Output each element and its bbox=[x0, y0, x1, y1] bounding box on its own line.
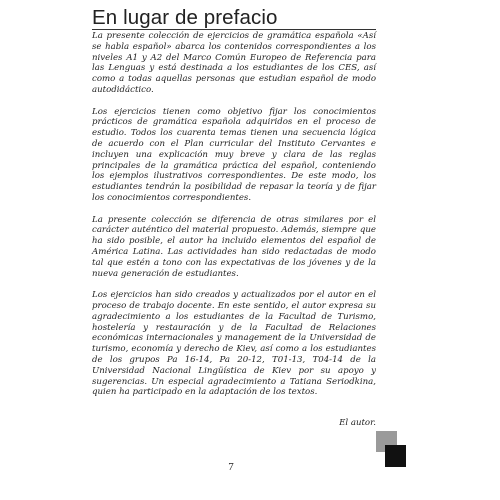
paragraph-1: La presente colección de ejercicios de gramática española «Así se habla español» abarca los contenidos correspondientes a los niveles A1 y A2 del Marco Común Europeo de Referencia para las Lenguas y está destinada a los estudiantes de los CES, así como a todas aquellas personas que estudian español de modo autodidáctico. bbox=[92, 31, 376, 95]
preface-body bbox=[92, 31, 376, 409]
paragraph-3: La presente colección se diferencia de otras similares por el carácter auténtico del material propuesto. Además, siempre que ha sido posible, el autor ha incluido elementos del español de América Latina. Las actividades han sido redactadas de modo tal que estén a tono con las expectativas de los jóvenes y de la nueva generación de estudiantes. bbox=[92, 214, 376, 279]
author-signature: El autor. bbox=[339, 418, 376, 428]
page-number: 7 bbox=[228, 461, 234, 473]
paragraph-4: Los ejercicios han sido creados y actualizados por el autor en el proceso de trabajo docente. En este sentido, el autor expresa su agradecimiento a los estudiantes de la Facultad de Turismo, hostelería y restauración y de la Facultad de Relaciones económicas internacionales y management de la Universidad de turismo, economía y derecho de Kiev, así como a los estudiantes de los grupos Pa 16-14, Pa 20-12, T01-13, T04-14 de la Universidad Nacional Lingüística de Kiev por su apoyo y sugerencias. Un especial agradecimiento a Tatiana Seriodkina, quien ha participado en la adaptación de los textos. bbox=[92, 290, 376, 398]
paragraph-2: Los ejercicios tienen como objetivo fijar los conocimientos prácticos de gramática española adquiridos en el proceso de estudio. Todos los cuarenta temas tienen una secuencia lógica de acuerdo con el Plan curricular del Instituto Cervantes e incluyen una explicación muy breve y clara de las reglas principales de la gramática práctica del español, conteniendo los ejemplos ilustrativos correspondientes. De este modo, los estudiantes tendrán la posibilidad de repasar la teoría y de fijar los conocimientos correspondientes. bbox=[92, 106, 376, 203]
title-underline bbox=[92, 29, 376, 30]
page-title: En lugar de prefacio bbox=[92, 6, 278, 29]
